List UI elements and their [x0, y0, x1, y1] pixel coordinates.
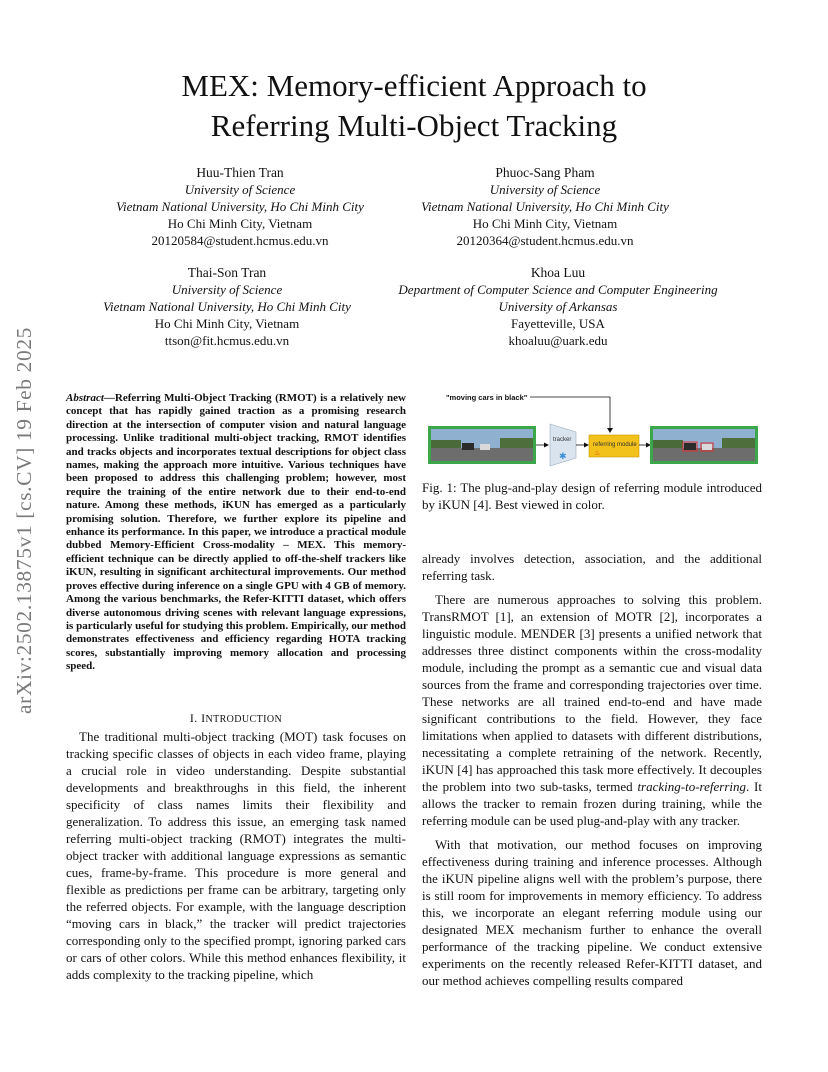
- intro-right-column: [422, 550, 762, 989]
- car-light: [480, 444, 490, 450]
- paragraph: There are numerous approaches to solving this problem. TransRMOT [1], an extension of MOTR [2], incorporates a linguistic module. MENDER [3] presents a unified network that addresses three distinct components within the cross-modality module, including the prompt as a semantic cue and visual data sources from the frame and corresponding trajectories over time. These networks are all trained end-to-end and have made significant contributions to the field. However, they face limitations when applied to datasets with different distributions, necessitating a complete retraining of the network. Recently, iKUN [4] has approached this task more effectively. It decouples the problem into two sub-tasks, termed tracking-to-referring. It allows the tracker to remain frozen during training, while the referring module can be used plug-and-play with any tracker.: [422, 592, 762, 828]
- author-name: Thai-Son Tran: [187, 265, 267, 280]
- fire-icon: ♨: [594, 449, 601, 457]
- figure-caption: Fig. 1: The plug-and-play design of referring module introduced by iKUN [4]. Best viewed in color.: [422, 480, 762, 512]
- author-email: khoaluu@uark.edu: [508, 333, 608, 348]
- author-name: Phuoc-Sang Pham: [495, 165, 595, 180]
- section-number: I.: [189, 711, 202, 725]
- paragraph: already involves detection, association, and the additional referring task.: [422, 551, 762, 583]
- author-name: Huu-Thien Tran: [196, 165, 284, 180]
- abstract: [66, 392, 406, 674]
- author-block-4: [378, 264, 738, 349]
- author-affiliation: University of Arkansas: [498, 299, 618, 314]
- author-affiliation: University of Science: [489, 182, 601, 197]
- trees-right: [500, 438, 533, 448]
- section-title-rest: NTRODUCTION: [205, 714, 283, 725]
- author-location: Ho Chi Minh City, Vietnam: [167, 216, 313, 231]
- trees-left: [431, 440, 461, 448]
- author-location: Ho Chi Minh City, Vietnam: [154, 316, 300, 331]
- abstract-label: Abstract—: [66, 392, 115, 404]
- figure-1: [422, 388, 762, 474]
- prompt-label: "moving cars in black": [446, 393, 528, 402]
- pipeline-diagram: [422, 388, 762, 474]
- section-heading: [66, 711, 406, 726]
- author-name: Khoa Luu: [530, 265, 586, 280]
- title-line-1: MEX: Memory-efficient Approach to: [181, 68, 647, 103]
- tracker-label: tracker: [553, 437, 572, 443]
- author-affiliation: University of Science: [171, 282, 283, 297]
- title-line-2: Referring Multi-Object Tracking: [210, 108, 618, 143]
- author-affiliation: Vietnam National University, Ho Chi Minh City: [421, 199, 669, 214]
- abstract-text: Referring Multi-Object Tracking (RMOT) is a relatively new concept that has rapidly gained traction as a promising research direction at the intersection of computer vision and natural language processing. Unlike traditional multi-object tracking, RMOT identifies and tracks objects and incorporates textual descriptions for object class names, making the approach more intuitive. Various techniques have been proposed to address this challenging problem; however, most require the training of the entire network due to their end-to-end nature. Among these methods, iKUN has emerged as a particularly promising solution. Therefore, we further explore its pipeline and enhance its performance. In this paper, we introduce a practical module dubbed Memory-Efficient Cross-modality – MEX. This memory-efficient technique can be directly applied to off-the-shelf trackers like iKUN, resulting in significant architectural improvements. Our method proves effective during inference on a single GPU with 4 GB of memory. Among the various benchmarks, the Refer-KITTI dataset, which offers diverse autonomous driving scenes with relevant language expressions, is particularly useful for studying this problem. Empirically, our method demonstrates effectiveness and efficiency regarding HOTA tracking scores, substantially improving memory allocation and processing speed.: [66, 392, 406, 673]
- author-location: Ho Chi Minh City, Vietnam: [472, 216, 618, 231]
- arxiv-identifier: arXiv:2502.13875v1 [cs.CV] 19 Feb 2025: [12, 326, 37, 714]
- paragraph: The traditional multi-object tracking (MOT) task focuses on tracking specific classes of objects in each video frame, playing a crucial role in video understanding. Despite substantial developments and breakthroughs in this field, the inherent specificity of class names limits their flexibility and generalization. To address this issue, an emerging task named referring multi-object tracking (RMOT) integrates the multi-object tracker with additional language expressions as semantic cues, frame-by-frame. This procedure is more general and flexible as predictions per frame can be arbitrary, targeting only the referred objects. For example, with the language description “moving cars in black,” the tracker will predict trajectories corresponding only to the specified prompt, ignoring parked cars or cars of other colors. While this method enhances flexibility, it adds complexity to the tracking pipeline, which: [66, 729, 406, 982]
- prompt-arrow: [530, 397, 610, 430]
- author-affiliation: Vietnam National University, Ho Chi Minh City: [116, 199, 364, 214]
- paper-title: [80, 66, 748, 146]
- prompt-arrowhead: [607, 428, 613, 433]
- author-affiliation: University of Science: [184, 182, 296, 197]
- author-affiliation: Department of Computer Science and Computer Engineering: [398, 282, 718, 297]
- car-dark: [462, 443, 474, 450]
- author-affiliation: Vietnam National University, Ho Chi Minh City: [103, 299, 351, 314]
- author-email: 20120364@student.hcmus.edu.vn: [456, 233, 634, 248]
- module-label: referring module: [593, 442, 637, 448]
- snowflake-icon: ✱: [559, 451, 567, 461]
- section-title-initial: I: [201, 711, 206, 725]
- author-location: Fayetteville, USA: [511, 316, 605, 331]
- author-email: 20120584@student.hcmus.edu.vn: [151, 233, 329, 248]
- paragraph: With that motivation, our method focuses on improving effectiveness during training and inference processes. Although the iKUN pipeline aligns well with the problem’s purpose, there is still room for improvements in memory efficiency. To address this, we incorporate an elegant referring module using our designated MEX mechanism further to enhance the overall performance of the tracking pipeline. We conduct extensive experiments on the recently released Refer-KITTI dataset, and our method achieves compelling results compared: [422, 837, 762, 988]
- author-block-3: [77, 264, 377, 349]
- author-email: ttson@fit.hcmus.edu.vn: [164, 333, 290, 348]
- author-block-1: [90, 164, 390, 249]
- author-block-2: [395, 164, 695, 249]
- intro-left-column: [66, 728, 406, 983]
